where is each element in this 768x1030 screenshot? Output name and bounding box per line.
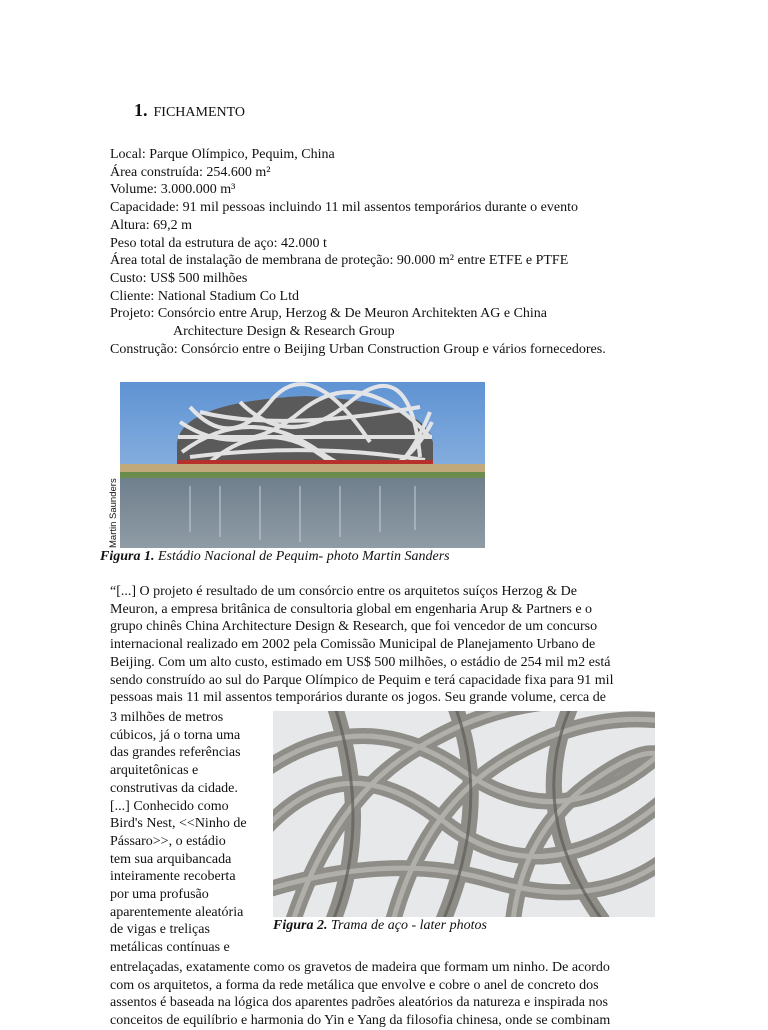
paragraph-line: [...] Conhecido como (110, 798, 229, 814)
paragraph-line: das grandes referências (110, 745, 241, 761)
continued-paragraph (110, 959, 656, 1030)
fact-project-continued: Architecture Design & Research Group (173, 324, 395, 340)
paragraph-line: entrelaçadas, exatamente como os gravetos de madeira que formam um ninho. De acordo (110, 960, 610, 975)
fact-volume: Volume: 3.000.000 m³ (110, 182, 236, 198)
paragraph-line: 3 milhões de metros (110, 710, 224, 725)
stadium-photo (120, 382, 485, 548)
paragraph-line: pessoas mais 11 mil assentos temporários durante os jogos. Seu grande volume, cerca de (110, 690, 606, 706)
steel-lattice-photo (273, 711, 655, 917)
fact-capacity: Capacidade: 91 mil pessoas incluindo 11 mil assentos temporários durante o evento (110, 200, 578, 216)
paragraph-line: com os arquitetos, a forma da rede metálica que envolve e cobre o anel de concreto dos (110, 977, 599, 993)
section-title: FICHAMENTO (153, 105, 246, 120)
paragraph-line: conceitos de equilíbrio e harmonia do Yin e Yang da filosofia chinesa, onde se combinam (110, 1013, 611, 1029)
paragraph-line: aparentemente aleatória (110, 904, 244, 920)
figure1-caption (100, 549, 450, 565)
paragraph-line: metálicas contínuas e (110, 940, 230, 956)
paragraph-line: tem sua arquibancada (110, 851, 232, 867)
facts-list (110, 146, 710, 358)
section-number: 1. (134, 100, 148, 120)
fact-height: Altura: 69,2 m (110, 217, 193, 233)
paragraph-line: Beijing. Com um alto custo, estimado em US$ 500 milhões, o estádio de 254 mil m2 está (110, 654, 611, 670)
figure2-text: Trama de aço - later photos (327, 918, 487, 933)
fact-construction: Construção: Consórcio entre o Beijing Urban Construction Group e vários fornecedores. (110, 341, 606, 357)
fact-built-area: Área construída: 254.600 m² (110, 164, 271, 180)
fact-membrane-area: Área total de instalação de membrana de proteção: 90.000 m² entre ETFE e PTFE (110, 253, 569, 269)
section-heading (134, 100, 245, 121)
paragraph-line: Bird's Nest, <<Ninho de (110, 816, 247, 832)
paragraph-line: arquitetônicas e (110, 763, 199, 779)
paragraph-line: inteiramente recoberta (110, 869, 236, 885)
fact-location: Local: Parque Olímpico, Pequim, China (110, 147, 335, 162)
paragraph-line: sendo construído ao sul do Parque Olímpico de Pequim e terá capacidade fixa para 91 mil (110, 672, 614, 688)
figure2-caption (273, 918, 487, 934)
figure1-label: Figura 1. (100, 549, 155, 564)
paragraph-line: construtivas da cidade. (110, 780, 238, 796)
paragraph-line: por uma profusão (110, 887, 209, 903)
quote-paragraph (110, 583, 656, 707)
fact-cost: Custo: US$ 500 milhões (110, 270, 248, 286)
fact-steel-weight: Peso total da estrutura de aço: 42.000 t (110, 235, 327, 251)
paragraph-line: “[...] O projeto é resultado de um consórcio entre os arquitetos suíços Herzog & De (110, 584, 577, 599)
paragraph-line: grupo chinês China Architecture Design & Research, que foi vencedor de um concurso (110, 619, 598, 635)
paragraph-line: cúbicos, já o torna uma (110, 727, 241, 743)
figure2-label: Figura 2. (273, 918, 328, 933)
paragraph-line: Pássaro>>, o estádio (110, 833, 226, 849)
paragraph-line: de vigas e treliças (110, 922, 210, 938)
paragraph-line: Meuron, a empresa britânica de consultoria global em engenharia Arup & Partners e o (110, 601, 593, 617)
fact-project: Projeto: Consórcio entre Arup, Herzog & De Meuron Architekten AG e China (110, 306, 548, 322)
figure1-text: Estádio Nacional de Pequim- photo Martin Sanders (154, 549, 450, 564)
paragraph-line: assentos é baseada na lógica dos aparentes padrões aleatórios da natureza e inspirada nos (110, 995, 608, 1011)
paragraph-line: internacional realizado em 2002 pela Comissão Municipal de Planejamento Urbano de (110, 637, 596, 653)
wrapped-text-column (110, 709, 270, 957)
fact-client: Cliente: National Stadium Co Ltd (110, 288, 299, 304)
